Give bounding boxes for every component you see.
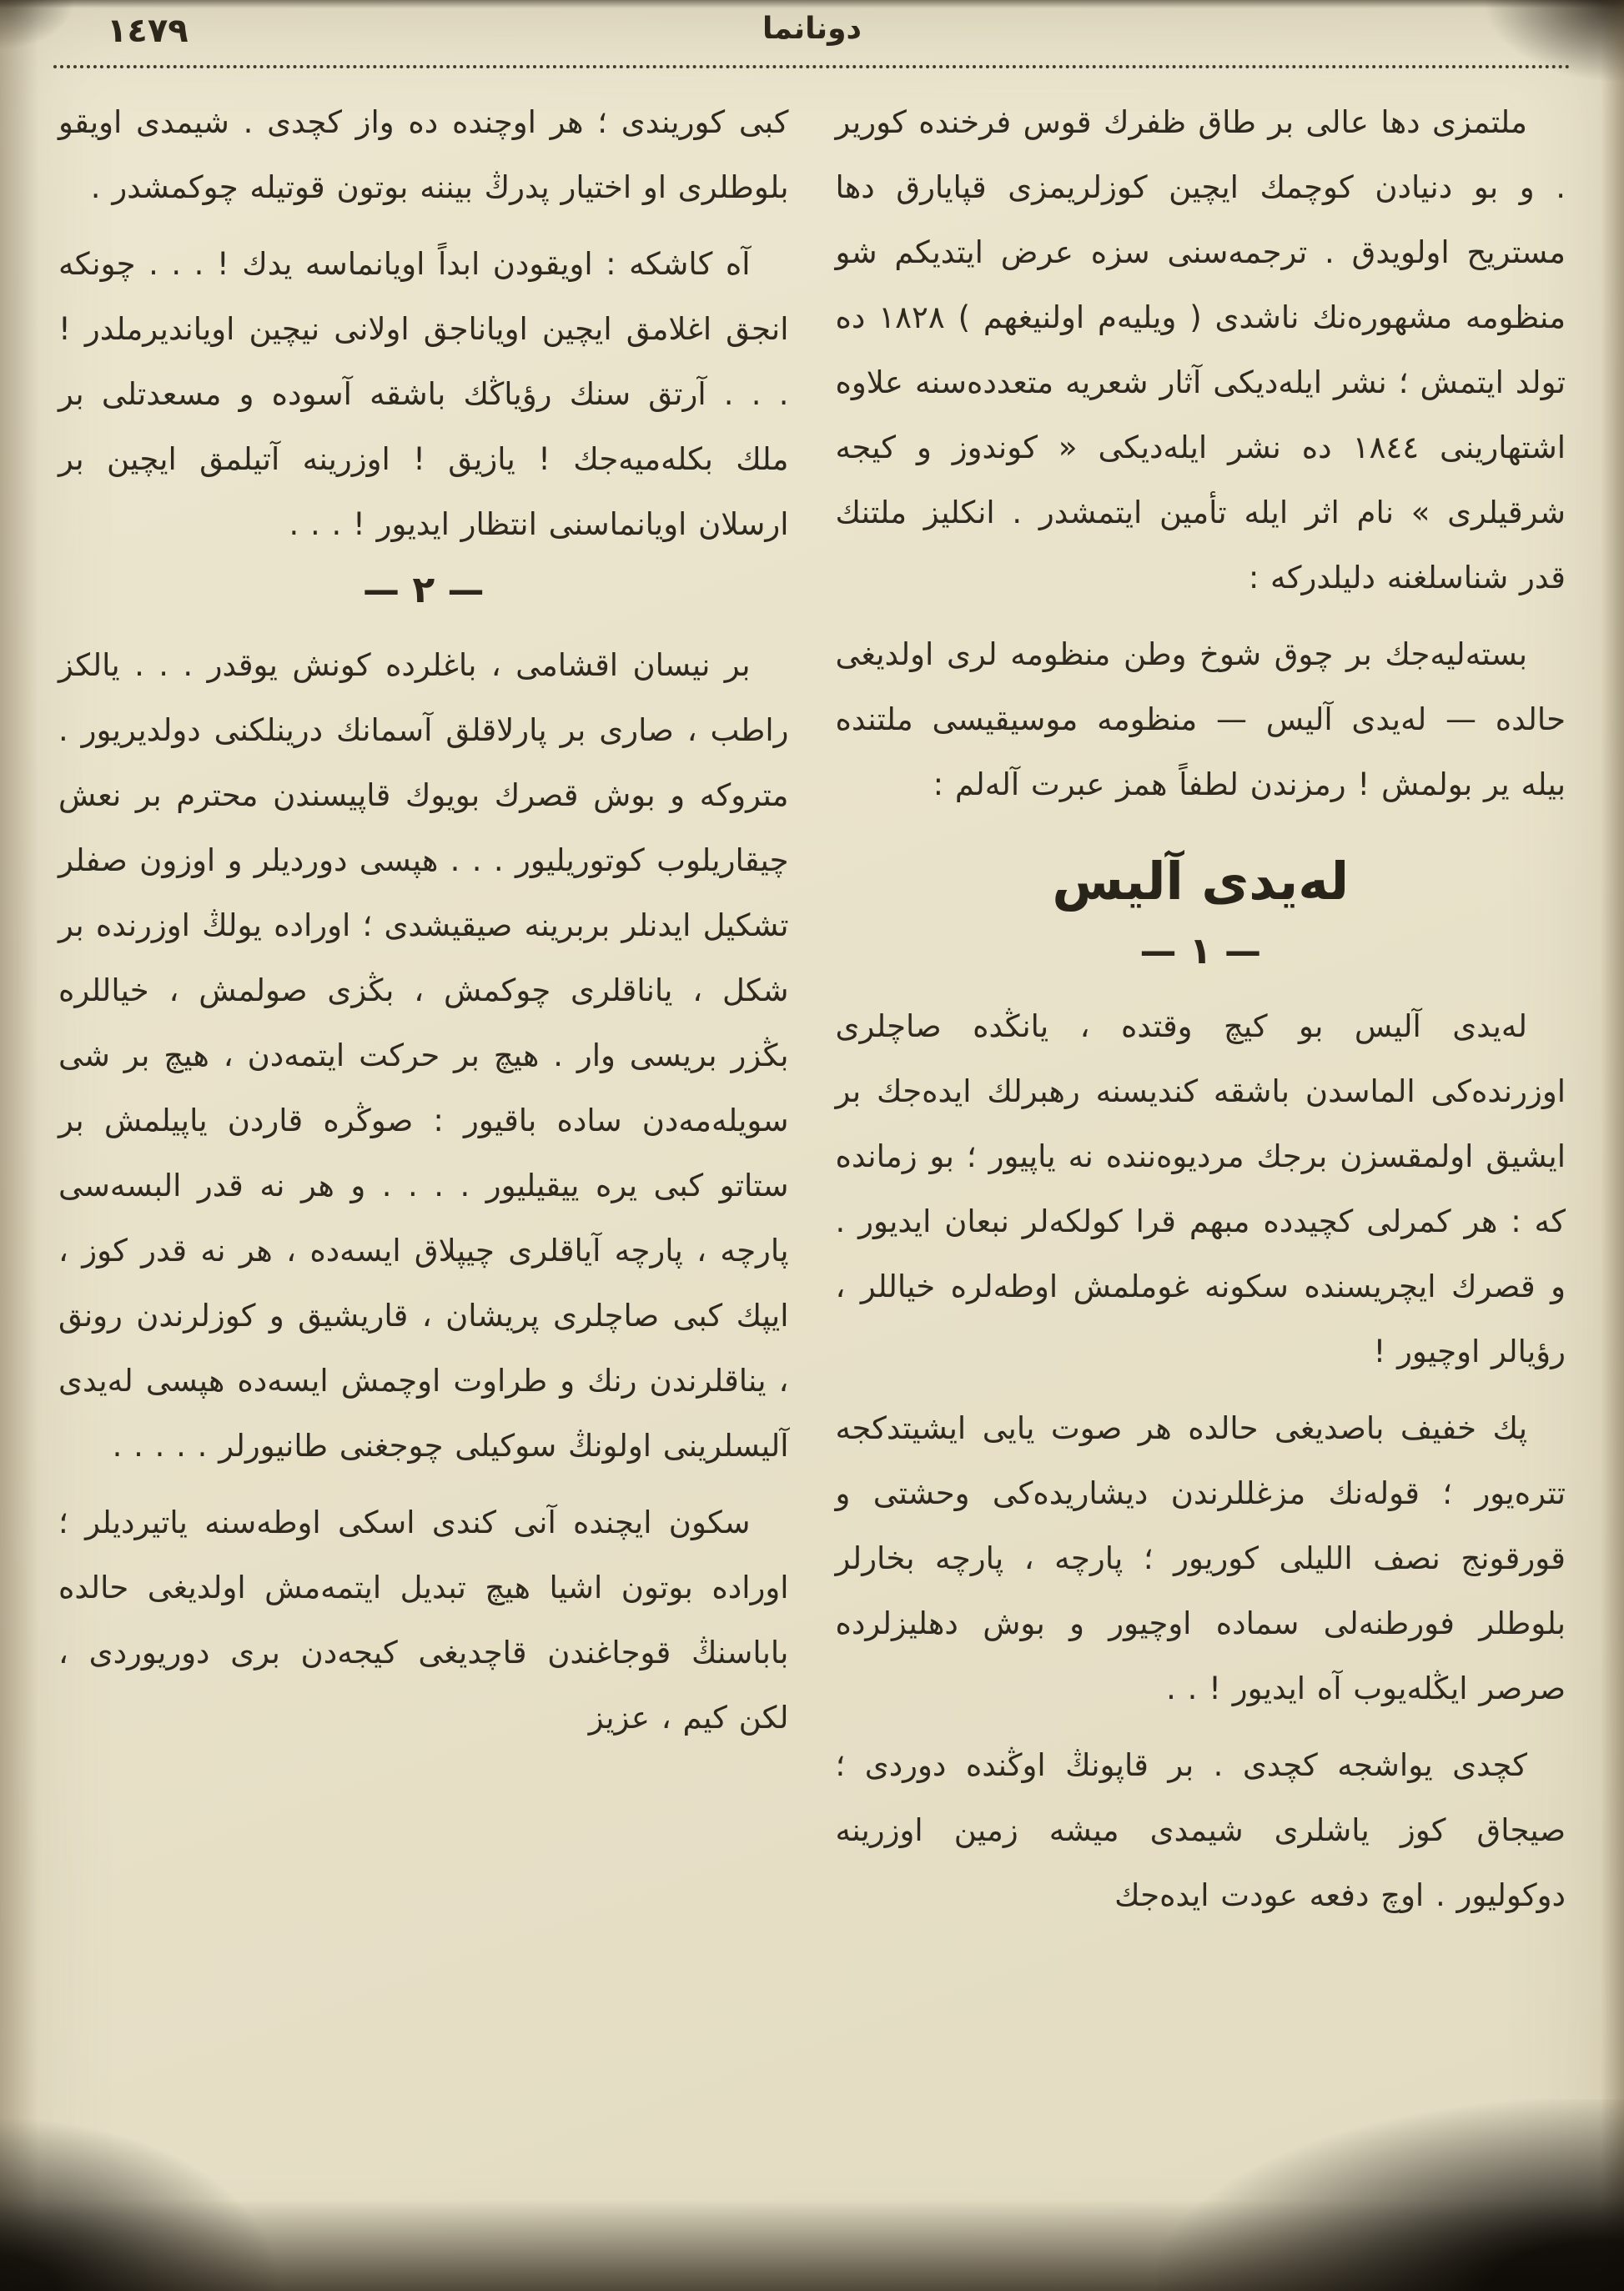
page-number: ١٤٧٩ — [107, 12, 189, 50]
paragraph-continuation: كبى كوريندى ؛ هر اوچنده ده واز كچدى . شيمدى اويقو بلوطلرى او اختيار پدرڭ بيننه بوتون قوتيله چوكمشدر . — [58, 104, 789, 205]
masthead-title: دونانما — [762, 12, 862, 46]
paragraph-poem-1: لەيدى آليس بو كيچ وقتده ، يانڭده صاچلرى اوزرنده‌كى الماسدن باشقه كنديسنه رهبرلك ايده‌جك بر ايشيق اولمقسزن برجك مرديوه‌ننده نه ياپيور ؛ بو زمانده كه : هر كمرلى كچيدده مبهم قرا كولكه‌لر نبعان ايديور . و قصرك ايچريسنده سكونه غوملمش اوطه‌لره خياللر ، رؤيالر اوچيور ! — [835, 1007, 1566, 1369]
paragraph-quote: بسته‌ليه‌جك بر چوق شوخ وطن منظومه‌ لرى اولديغى حالده — لەيدى آليس — منظومه موسيقيسى ملتنده بيله ير بولمش ! رمزندن لطفاً همز عبرت آله‌لم : — [835, 636, 1566, 802]
paragraph-poem-3: كچدى يواشجه كچدى . بر قاپونڭ اوڭنده دوردى ؛ صيجاق كوز ياشلرى شيمدى ميشه زمين اوزرينه دوكوليور . اوچ دفعه عودت ايده‌جك — [835, 1746, 1566, 1913]
text-columns — [0, 68, 1624, 1940]
paragraph-old-room: سكون ايچنده آنى كندى اسكى اوطه‌سنه ياتيرديلر ؛ اوراده بوتون اشيا هيچ تبديل ايتمه‌مش اولديغى حالده باباسنڭ قوجاغندن قاچديغى كيجه‌دن برى دوريوردى ، لكن كيم ، عزيز — [58, 1505, 789, 1736]
paragraph-intro: ملتمزى دها عالى بر طاق ظفرك قوس فرخنده كورير . و بو دنيادن كوچمك ايچين كوزلريمزى قپايارق دها مستريح اولويدق . ترجمه‌سنى سزه عرض ايتديكم شو منظومه مشهوره‌نك ناشدى ( ويليه‌م اولنيغهم ) ١٨٢٨ ده تولد ايتمش ؛ نشر ايله‌ديكى آثار شعريه متعدده‌سنه علاوه اشتهارينى ١٨٤٤ ده نشر ايله‌ديكى « كوندوز و كيجه شرقيلرى » نام اثر ايله تأمين ايتمشدر . انكليز ملتنك قدر شناسلغنه دليلدركه : — [835, 104, 1566, 595]
page-header — [0, 0, 1624, 65]
part-marker-1: — ١ — — [1139, 929, 1261, 972]
scan-shadow-bottom-right — [1157, 2099, 1624, 2291]
scan-shadow-bottom — [0, 2199, 1624, 2291]
scan-shadow-bottom-left — [0, 2116, 284, 2291]
left-column — [58, 90, 789, 1940]
right-column — [836, 90, 1566, 1940]
part-marker-2: — ٢ — — [362, 569, 485, 611]
poem-title: لەيدى آليس — [1052, 851, 1350, 912]
paragraph-poem-2: پك خفيف باصديغى حالده هر صوت يايى ايشيتدكجه تتره‌يور ؛ قوله‌نك مزغللرندن ديشاريده‌كى وحشتى و قورقونج نصف الليلى كوريور ؛ پارچه ، پارچه بخارلر بلوطلر فورطنه‌لى سماده اوچيور و بوش دهليزلرده صرصر ايڭله‌يوب آه ايديور ! . . — [835, 1409, 1566, 1706]
paragraph-april-evening: بر نيسان اقشامى ، باغلرده كونش يوقدر . . . يالكز راطب ، صارى بر پارلاقلق آسمانك درينلكنى دولديريور . متروكه و بوش قصرك بويوك قاپيسندن محترم بر نعش چيقاريلوب كوتوريليور . . . هپسى دورديلر و اوزون صفلر تشكيل ايدنلر بربرينه صيقيشدى ؛ اوراده يولڭ اوزرنده بر شكل ، ياناقلرى چوكمش ، بڭزى صولمش ، خياللره بڭزر بريسى وار . هيچ بر حركت ايتمه‌دن ، هيچ بر شى سويله‌مه‌دن ساده باقيور : صوڭره قاردن ياپيلمش بر ستاتو كبى يره ييقيليور . . . . و هر نه قدر البسه‌سى پارچه ، پارچه آياقلرى چيپلاق ايسه‌ده ، هر نه قدر كوز ، ايپك كبى صاچلرى پريشان ، قاريشيق و كوزلرندن رونق ، يناقلرندن رنك و طراوت اوچمش ايسه‌ده هپسى لەيدى آليسلرينى اولونڭ سوكيلى چوجغنى طانيورلر . . . . . — [58, 647, 789, 1464]
paragraph-sleep: آه كاشكه : اويقودن ابداً اويانماسه يدك ! . . . چونكه انجق اغلامق ايچين اوياناجق اولانى نيچين اويانديرملدر ! . . . آرتق سنك رؤياڭك باشقه آسوده و مسعدتلى بر ملك بكله‌ميه‌جك ! يازيق ! اوزرينه آتيلمق ايچين بر ارسلان اويانماسنى انتظار ايديور ! . . . — [58, 246, 789, 542]
